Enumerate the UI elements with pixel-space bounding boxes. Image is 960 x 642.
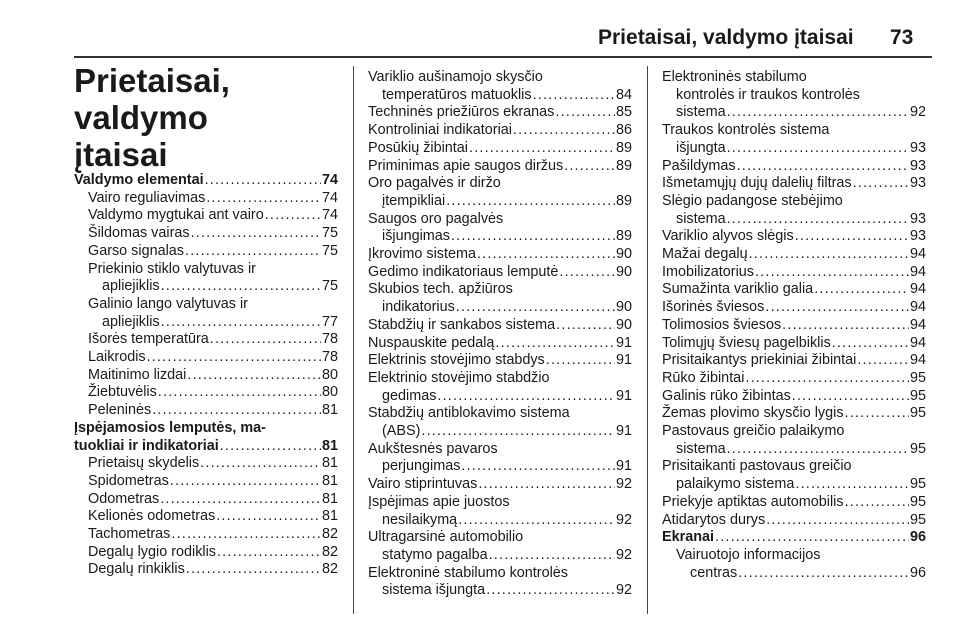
toc-column-3 xyxy=(662,69,926,582)
toc-entry-text: Galinio lango valytuvas ir xyxy=(88,295,248,312)
toc-entry-text: kontrolės ir traukos kontrolės xyxy=(676,86,860,103)
dot-leader xyxy=(749,246,909,264)
toc-page-number: 78 xyxy=(321,349,338,366)
toc-entry[interactable] xyxy=(74,402,338,420)
toc-page-number: 94 xyxy=(909,246,926,263)
toc-page-number: 94 xyxy=(909,316,926,333)
toc-page-number: 91 xyxy=(615,423,632,440)
toc-page-number: 95 xyxy=(909,405,926,422)
toc-page-number: 74 xyxy=(321,172,338,188)
toc-page-number: 92 xyxy=(909,104,926,121)
dot-leader xyxy=(715,529,909,547)
toc-entry[interactable] xyxy=(74,261,338,296)
toc-entry[interactable] xyxy=(662,388,926,406)
dot-leader xyxy=(469,140,615,158)
toc-entry[interactable] xyxy=(368,494,632,529)
toc-entry[interactable] xyxy=(662,246,926,264)
dot-leader xyxy=(158,384,321,402)
toc-entry[interactable] xyxy=(368,104,632,122)
dot-leader xyxy=(458,512,615,530)
toc-entry[interactable] xyxy=(368,476,632,494)
toc-entry-text: Žiebtuvėlis xyxy=(88,384,157,401)
toc-entry-text: Nuspauskite pedalą xyxy=(368,334,495,351)
toc-entry-text: Pašildymas xyxy=(662,157,736,174)
toc-entry-text: Skubios tech. apžiūros xyxy=(368,281,513,298)
dot-leader xyxy=(486,582,615,600)
toc-page-number: 82 xyxy=(321,561,338,578)
dot-leader xyxy=(437,388,615,406)
page-number: 73 xyxy=(890,26,914,49)
toc-entry-text: statymo pagalba xyxy=(382,546,488,563)
toc-entry-text: apliejiklis xyxy=(102,313,160,330)
toc-page-number: 91 xyxy=(615,352,632,369)
toc-entry-text: Prietaisų skydelis xyxy=(88,455,200,472)
toc-page-number: 96 xyxy=(909,529,926,546)
toc-entry[interactable] xyxy=(74,508,338,526)
dot-leader xyxy=(814,281,909,299)
toc-entry[interactable] xyxy=(368,529,632,564)
toc-entry-text: Pastovaus greičio palaikymo xyxy=(662,423,845,440)
toc-entry[interactable] xyxy=(368,441,632,476)
dot-leader xyxy=(765,299,909,317)
toc-page-number: 91 xyxy=(615,458,632,475)
page-title-line: Prietaisai, valdymo xyxy=(74,62,230,136)
toc-entry-text: temperatūros matuoklis xyxy=(382,86,532,103)
toc-entry-text: Žemas plovimo skysčio lygis xyxy=(662,405,844,422)
toc-entry[interactable] xyxy=(74,473,338,491)
header-divider xyxy=(74,56,932,58)
dot-leader xyxy=(737,158,909,176)
toc-entry[interactable] xyxy=(662,423,926,458)
toc-page-number: 92 xyxy=(615,511,632,528)
toc-entry[interactable] xyxy=(662,405,926,423)
dot-leader xyxy=(853,175,909,193)
toc-entry-text: Elektroninė stabilumo kontrolės xyxy=(368,564,568,581)
toc-entry[interactable] xyxy=(368,122,632,140)
toc-page-number: 84 xyxy=(615,86,632,103)
toc-page-number: 93 xyxy=(909,228,926,245)
toc-entry[interactable] xyxy=(662,175,926,193)
toc-entry-text: Imobilizatorius xyxy=(662,263,754,280)
toc-entry-text: Vairo stiprintuvas xyxy=(368,476,478,493)
dot-leader xyxy=(152,402,321,420)
toc-entry-text: Rūko žibintai xyxy=(662,369,745,386)
dot-leader xyxy=(738,565,909,583)
dot-leader xyxy=(495,335,615,353)
toc-page-number: 81 xyxy=(321,490,338,507)
toc-page-number: 93 xyxy=(909,210,926,227)
toc-page-number: 89 xyxy=(615,139,632,156)
toc-entry[interactable] xyxy=(662,458,926,493)
toc-entry[interactable] xyxy=(74,544,338,562)
toc-page-number: 91 xyxy=(615,334,632,351)
toc-page-number: 94 xyxy=(909,334,926,351)
dot-leader xyxy=(216,508,321,526)
toc-entry-text: Išmetamųjų dujų dalelių filtras xyxy=(662,175,852,192)
dot-leader xyxy=(451,228,615,246)
toc-entry-text: perjungimas xyxy=(382,458,461,475)
toc-entry[interactable] xyxy=(74,207,338,225)
toc-entry-text: centras xyxy=(690,564,738,581)
toc-entry-text: indikatorius xyxy=(382,299,455,316)
toc-page-number: 80 xyxy=(321,366,338,383)
toc-entry-text: Elektroninės stabilumo xyxy=(662,69,807,85)
toc-entry-text: Gedimo indikatoriaus lemputė xyxy=(368,263,559,280)
dot-leader xyxy=(513,122,615,140)
toc-page-number: 90 xyxy=(615,299,632,316)
dot-leader xyxy=(205,172,321,190)
toc-entry-text: Oro pagalvės ir diržo xyxy=(368,175,501,192)
toc-entry-text: Degalų lygio rodiklis xyxy=(88,543,216,560)
toc-entry[interactable] xyxy=(368,565,632,600)
toc-entry[interactable] xyxy=(662,317,926,335)
toc-entry-text: Galinis rūko žibintas xyxy=(662,387,791,404)
dot-leader xyxy=(187,367,321,385)
dot-leader xyxy=(795,476,909,494)
toc-section-heading[interactable] xyxy=(662,529,926,547)
toc-entry[interactable] xyxy=(368,211,632,246)
toc-entry[interactable] xyxy=(368,158,632,176)
dot-leader xyxy=(555,104,615,122)
toc-page-number: 80 xyxy=(321,384,338,401)
toc-page-number: 95 xyxy=(909,511,926,528)
toc-page-number: 78 xyxy=(321,331,338,348)
toc-entry-text: Saugos oro pagalvės xyxy=(368,210,504,227)
toc-entry[interactable] xyxy=(368,317,632,335)
toc-entry-text: Ekranai xyxy=(662,529,714,546)
dot-leader xyxy=(559,264,615,282)
toc-entry[interactable] xyxy=(662,122,926,157)
toc-entry-text: Garso signalas xyxy=(88,242,184,259)
toc-page-number: 89 xyxy=(615,228,632,245)
toc-entry[interactable] xyxy=(368,370,632,405)
toc-page-number: 86 xyxy=(615,122,632,139)
toc-entry[interactable] xyxy=(662,512,926,530)
dot-leader xyxy=(217,544,321,562)
dot-leader xyxy=(832,335,909,353)
dot-leader xyxy=(477,246,615,264)
toc-entry-text: sistema xyxy=(676,440,726,457)
dot-leader xyxy=(206,190,321,208)
toc-entry[interactable] xyxy=(74,455,338,473)
toc-entry[interactable] xyxy=(74,296,338,331)
toc-page-number: 89 xyxy=(615,192,632,209)
dot-leader xyxy=(755,264,909,282)
toc-page-number: 75 xyxy=(321,242,338,259)
toc-page-number: 91 xyxy=(615,387,632,404)
page-title xyxy=(74,62,354,173)
toc-page-number: 94 xyxy=(909,299,926,316)
toc-entry[interactable] xyxy=(368,405,632,440)
toc-entry-text: nesilaikymą xyxy=(382,511,458,528)
toc-column-2 xyxy=(368,69,632,600)
toc-entry-text: Priekyje aptiktas automobilis xyxy=(662,493,844,510)
toc-page-number: 74 xyxy=(321,189,338,206)
column-divider xyxy=(647,66,648,614)
dot-leader xyxy=(461,458,615,476)
toc-page-number: 82 xyxy=(321,526,338,543)
toc-entry[interactable] xyxy=(74,225,338,243)
toc-entry-text: Variklio alyvos slėgis xyxy=(662,228,794,245)
toc-entry-text: Įspėjimas apie juostos xyxy=(368,493,510,510)
toc-entry[interactable] xyxy=(662,494,926,512)
dot-leader xyxy=(147,349,321,367)
toc-entry-text: Mažai degalų xyxy=(662,246,748,263)
toc-page-number: 93 xyxy=(909,175,926,192)
toc-page-number: 93 xyxy=(909,157,926,174)
toc-entry-text: Laikrodis xyxy=(88,349,146,366)
toc-page-number: 95 xyxy=(909,369,926,386)
toc-entry[interactable] xyxy=(662,352,926,370)
toc-page-number: 95 xyxy=(909,387,926,404)
dot-leader xyxy=(727,211,909,229)
dot-leader xyxy=(533,87,615,105)
toc-entry-text: Tolimosios šviesos xyxy=(662,316,782,333)
toc-entry-text: išjungimas xyxy=(382,228,450,245)
dot-leader xyxy=(160,491,321,509)
toc-entry-text: Traukos kontrolės sistema xyxy=(662,122,830,139)
toc-entry-text: Atidarytos durys xyxy=(662,511,766,528)
toc-entry-text: Išorės temperatūra xyxy=(88,331,209,348)
toc-page-number: 81 xyxy=(321,437,338,454)
toc-entry-text: Valdymo elementai xyxy=(74,172,204,188)
toc-entry[interactable] xyxy=(74,491,338,509)
dot-leader xyxy=(170,473,321,491)
toc-entry[interactable] xyxy=(368,352,632,370)
toc-entry-text: Variklio aušinamojo skysčio xyxy=(368,69,543,85)
dot-leader xyxy=(546,352,615,370)
toc-entry[interactable] xyxy=(368,140,632,158)
toc-entry[interactable] xyxy=(74,190,338,208)
dot-leader xyxy=(161,314,321,332)
toc-entry[interactable] xyxy=(662,299,926,317)
toc-page-number: 96 xyxy=(909,564,926,581)
toc-section-heading[interactable] xyxy=(74,172,338,190)
toc-entry[interactable] xyxy=(662,193,926,228)
toc-entry[interactable] xyxy=(368,175,632,210)
dot-leader xyxy=(171,526,321,544)
dot-leader xyxy=(200,455,321,473)
toc-entry-text: Elektrinio stovėjimo stabdžio xyxy=(368,369,550,386)
toc-entry[interactable] xyxy=(662,547,926,582)
toc-column-1 xyxy=(74,172,338,579)
toc-page-number: 82 xyxy=(321,543,338,560)
toc-page-number: 94 xyxy=(909,352,926,369)
toc-entry-text: Maitinimo lizdai xyxy=(88,366,187,383)
toc-entry[interactable] xyxy=(74,367,338,385)
toc-page-number: 95 xyxy=(909,476,926,493)
toc-page-number: 85 xyxy=(615,104,632,121)
toc-entry-text: Kontroliniai indikatoriai xyxy=(368,122,512,139)
dot-leader xyxy=(265,207,321,225)
dot-leader xyxy=(782,317,909,335)
toc-entry-text: Degalų rinkiklis xyxy=(88,561,185,578)
toc-page-number: 92 xyxy=(615,546,632,563)
toc-entry-text: apliejiklis xyxy=(102,278,160,295)
toc-section-heading[interactable] xyxy=(74,420,338,455)
toc-entry-text: Prisitaikantys priekiniai žibintai xyxy=(662,352,857,369)
toc-page-number: 77 xyxy=(321,313,338,330)
toc-entry-text: sistema xyxy=(676,210,726,227)
toc-page-number: 81 xyxy=(321,455,338,472)
running-header-title: Prietaisai, valdymo įtaisai xyxy=(598,26,854,49)
toc-page-number: 81 xyxy=(321,508,338,525)
toc-entry-text: sistema xyxy=(676,104,726,121)
toc-entry-text: Tolimųjų šviesų pagelbiklis xyxy=(662,334,831,351)
toc-entry-text: Ultragarsinė automobilio xyxy=(368,529,524,546)
toc-page-number: 74 xyxy=(321,207,338,224)
dot-leader xyxy=(845,405,909,423)
toc-entry-text: Stabdžių antiblokavimo sistema xyxy=(368,405,570,422)
toc-entry[interactable] xyxy=(662,281,926,299)
toc-entry-text: Priminimas apie saugos diržus xyxy=(368,157,564,174)
toc-entry-text: Tachometras xyxy=(88,526,171,543)
toc-entry[interactable] xyxy=(368,246,632,264)
toc-page-number: 94 xyxy=(909,281,926,298)
dot-leader xyxy=(792,388,909,406)
dot-leader xyxy=(745,370,909,388)
toc-entry[interactable] xyxy=(74,331,338,349)
dot-leader xyxy=(727,441,909,459)
dot-leader xyxy=(220,438,321,456)
toc-page-number: 95 xyxy=(909,493,926,510)
dot-leader xyxy=(446,193,615,211)
page-header xyxy=(0,0,960,56)
toc-entry-text: įtempikliai xyxy=(382,192,446,209)
toc-entry-text: Peleninės xyxy=(88,402,152,419)
toc-entry-text: išjungta xyxy=(676,139,726,156)
toc-page-number: 75 xyxy=(321,278,338,295)
toc-entry-text: Valdymo mygtukai ant vairo xyxy=(88,207,264,224)
toc-page-number: 95 xyxy=(909,440,926,457)
toc-page-number: 93 xyxy=(909,139,926,156)
toc-entry-text: Spidometras xyxy=(88,472,169,489)
toc-entry[interactable] xyxy=(74,243,338,261)
toc-page-number: 75 xyxy=(321,225,338,242)
toc-entry-text: Slėgio padangose stebėjimo xyxy=(662,192,843,209)
dot-leader xyxy=(556,317,615,335)
toc-entry-text: Įspėjamosios lemputės, ma- xyxy=(74,419,266,436)
dot-leader xyxy=(727,140,909,158)
toc-entry-text: tuokliai ir indikatoriai xyxy=(74,437,219,454)
toc-entry[interactable] xyxy=(74,384,338,402)
toc-page-number: 89 xyxy=(615,157,632,174)
dot-leader xyxy=(795,228,909,246)
dot-leader xyxy=(210,331,321,349)
toc-entry-text: Aukštesnės pavaros xyxy=(368,440,498,457)
toc-entry-text: Vairuotojo informacijos xyxy=(676,546,821,563)
dot-leader xyxy=(727,104,909,122)
toc-entry-text: Priekinio stiklo valytuvas ir xyxy=(88,260,256,277)
toc-entry-text: Vairo reguliavimas xyxy=(88,189,206,206)
toc-entry[interactable] xyxy=(74,526,338,544)
toc-page-number: 81 xyxy=(321,402,338,419)
toc-entry[interactable] xyxy=(662,228,926,246)
toc-entry-text: palaikymo sistema xyxy=(676,476,795,493)
toc-entry[interactable] xyxy=(74,349,338,367)
toc-entry-text: gedimas xyxy=(382,387,437,404)
toc-page-number: 90 xyxy=(615,246,632,263)
dot-leader xyxy=(489,547,615,565)
toc-entry-text: Techninės priežiūros ekranas xyxy=(368,104,555,121)
toc-entry[interactable] xyxy=(662,69,926,122)
toc-page-number: 81 xyxy=(321,472,338,489)
dot-leader xyxy=(456,299,615,317)
toc-page-number: 90 xyxy=(615,263,632,280)
toc-entry-text: Šildomas vairas xyxy=(88,225,190,242)
toc-entry-text: Išorinės šviesos xyxy=(662,299,765,316)
toc-page-number: 92 xyxy=(615,582,632,599)
dot-leader xyxy=(161,278,321,296)
toc-entry-text: Kelionės odometras xyxy=(88,508,216,525)
toc-entry[interactable] xyxy=(368,335,632,353)
toc-entry-text: Sumažinta variklio galia xyxy=(662,281,814,298)
toc-entry[interactable] xyxy=(662,264,926,282)
column-divider xyxy=(353,66,354,614)
toc-entry-text: Prisitaikanti pastovaus greičio xyxy=(662,458,852,475)
toc-entry[interactable] xyxy=(74,561,338,579)
dot-leader xyxy=(478,476,615,494)
dot-leader xyxy=(185,243,321,261)
dot-leader xyxy=(421,423,615,441)
toc-page-number: 90 xyxy=(615,316,632,333)
dot-leader xyxy=(186,561,321,579)
toc-entry[interactable] xyxy=(662,158,926,176)
page-title-line: įtaisai xyxy=(74,136,168,173)
toc-entry[interactable] xyxy=(368,281,632,316)
toc-entry[interactable] xyxy=(368,264,632,282)
toc-entry-text: sistema išjungta xyxy=(382,582,486,599)
toc-entry-text: (ABS) xyxy=(382,423,421,440)
dot-leader xyxy=(857,352,909,370)
toc-entry[interactable] xyxy=(662,335,926,353)
toc-entry-text: Odometras xyxy=(88,490,160,507)
toc-entry-text: Stabdžių ir sankabos sistema xyxy=(368,316,556,333)
toc-page-number: 92 xyxy=(615,476,632,493)
dot-leader xyxy=(191,225,321,243)
toc-page-number: 94 xyxy=(909,263,926,280)
toc-entry[interactable] xyxy=(662,370,926,388)
toc-entry[interactable] xyxy=(368,69,632,104)
dot-leader xyxy=(845,494,909,512)
toc-entry-text: Elektrinis stovėjimo stabdys xyxy=(368,352,545,369)
dot-leader xyxy=(766,512,909,530)
toc-entry-text: Įkrovimo sistema xyxy=(368,246,476,263)
dot-leader xyxy=(564,158,615,176)
toc-entry-text: Posūkių žibintai xyxy=(368,139,468,156)
